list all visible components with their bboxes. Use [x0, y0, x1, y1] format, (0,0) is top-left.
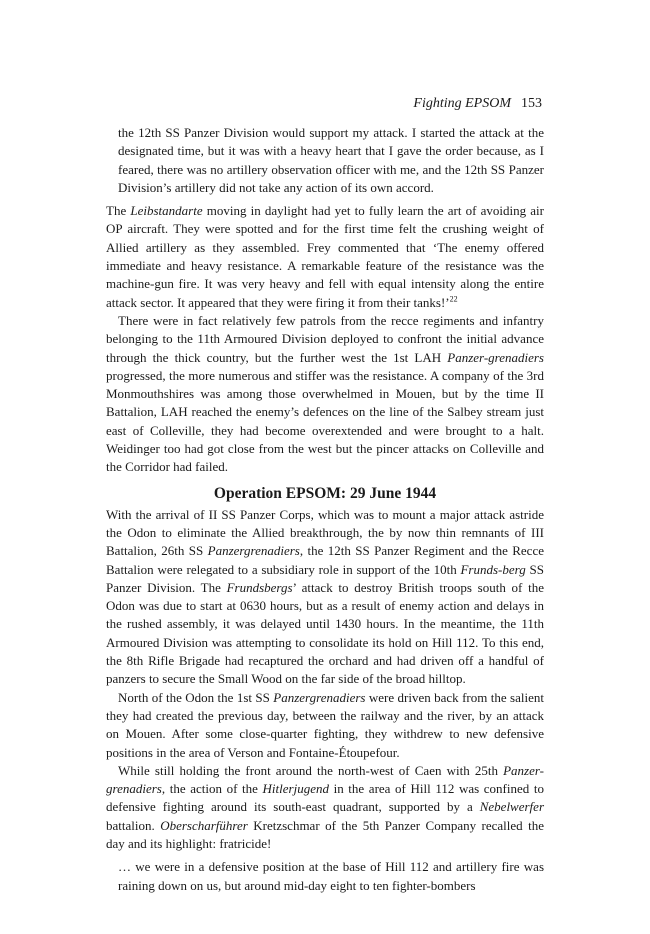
paragraph-2: There were in fact relatively few patrols from the recce regiments and infantry belonging to the 11th Armoured Division deployed to confront the initial advance through the thick country, but the further west the 1st LAH Panzer-grenadiers progressed, the more numerous and stiffer was the resistance. A company of the 3rd Monmouthshires was among those overwhelmed in Mouen, but by the time II Battalion, LAH reached the enemy’s defences on the line of the Salbey stream just east of Colleville, they had become overextended and were brought to a halt. Weidinger too had got close from the west but the pincer attacks on Colleville and the Corridor had failed. — [106, 312, 544, 475]
page-number: 153 — [521, 96, 542, 111]
paragraph-1: The Leibstandarte moving in daylight had yet to fully learn the art of avoiding air OP aircraft. They were spotted and for the first time felt the crushing weight of Allied artillery as they assembled. Frey commented that ‘The enemy offered immediate and heavy resistance. A remarkable feature of the resistance was the machine-gun fire. It was very heavy and fell with equal intensity along the entire attack sector. It appeared that they were firing it from their tanks!’$^{22}$ — [106, 203, 544, 310]
running-head-title: Fighting EPSOM — [413, 96, 511, 111]
body-text — [106, 124, 544, 895]
block-quote-2: … we were in a defensive position at the base of Hill 112 and artillery fire was raining down on us, but around mid-day eight to ten fighter-bombers — [118, 859, 544, 893]
paragraph-4: North of the Odon the 1st SS Panzergrenadiers were driven back from the salient they had created the previous day, between the railway and the river, by an attack on Mouen. After some close-quarter fighting, they withdrew to new defensive positions in the area of Verson and Fontaine-Étoupefour. — [106, 689, 544, 760]
paragraph-5: While still holding the front around the north-west of Caen with 25th Panzer-grenadiers, the action of the Hitlerjugend in the area of Hill 112 was confined to defensive fighting around its south-east quadrant, supported by a Nebelwerfer battalion. Oberscharführer Kretzschmar of the 5th Panzer Company recalled the day and its highlight: fratricide! — [106, 762, 544, 851]
paragraph-3: With the arrival of II SS Panzer Corps, which was to mount a major attack astride the Odon to eliminate the Allied breakthrough, the by now thin remnants of III Battalion, 26th SS Panzergrenadiers, the 12th SS Panzer Regiment and the Recce Battalion were relegated to a subsidiary role in support of the 10th Frunds-berg SS Panzer Division. The Frundsbergs’ attack to destroy British troops south of the Odon was due to start at 0630 hours, but as a result of enemy action and delays in the rushed assembly, it was delayed until 1430 hours. In the meantime, the 11th Armoured Division was attempting to consolidate its hold on Hill 112. To this end, the 8th Rifle Brigade had recaptured the orchard and had driven off a handful of panzers to secure the Small Wood on the far side of the broad hilltop. — [106, 506, 544, 687]
running-head — [413, 94, 542, 114]
footnote-ref: 22 — [449, 294, 458, 304]
block-quote-1: the 12th SS Panzer Division would support my attack. I started the attack at the designated time, but it was with a heavy heart that I gave the order because, as I feared, there was no artillery observation officer with me, and the 12th SS Panzer Division’s artillery did not take any action of its own accord. — [118, 125, 544, 195]
section-heading: Operation EPSOM: 29 June 1944 — [213, 484, 437, 502]
